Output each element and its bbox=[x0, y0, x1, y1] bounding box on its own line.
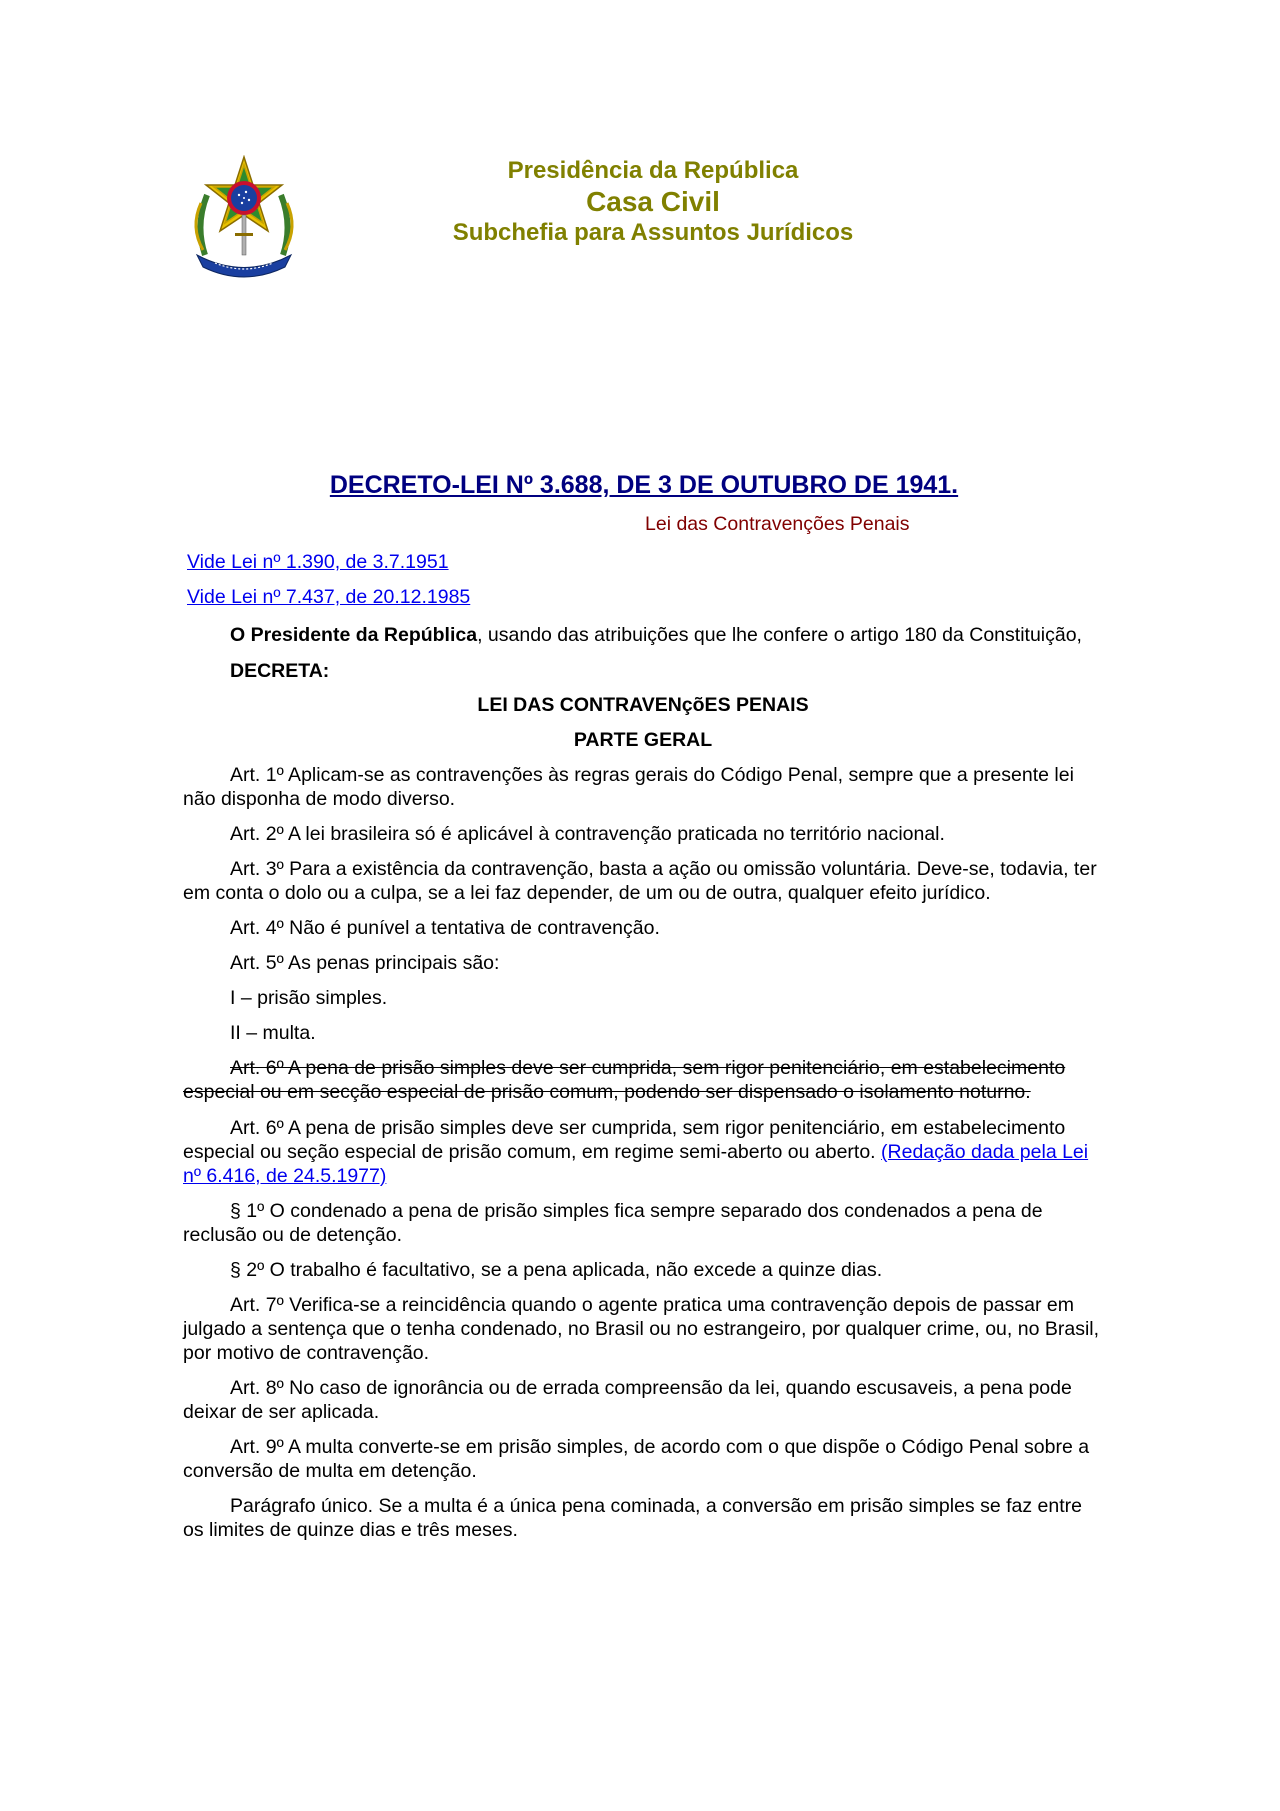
article-7: Art. 7º Verifica-se a reincidência quando o agente pratica uma contravenção depois de passar em julgado a sentença que o tenha condenado, no Brasil ou no estrangeiro, por qualquer crime, ou, no Brasil, por motivo de contravenção. bbox=[183, 1294, 1100, 1364]
article-2: Art. 2º A lei brasileira só é aplicável à contravenção praticada no território nacional. bbox=[230, 823, 945, 845]
article-5-item-ii: II – multa. bbox=[230, 1022, 316, 1044]
header-text bbox=[303, 155, 1003, 248]
vide-link-row bbox=[187, 585, 1103, 609]
law-title: LEI DAS CONTRAVENçõES PENAIS bbox=[477, 694, 809, 716]
preamble-text: , usando das atribuições que lhe confere o artigo 180 da Constituição, bbox=[477, 624, 1082, 646]
document-title: DECRETO-LEI Nº 3.688, DE 3 DE OUTUBRO DE 1941. bbox=[329, 471, 959, 499]
vide-link-7437[interactable]: Vide Lei nº 7.437, de 20.12.1985 bbox=[187, 586, 471, 608]
article-6-paragraph-1: § 1º O condenado a pena de prisão simples fica sempre separado dos condenados a pena de reclusão ou de detenção. bbox=[183, 1200, 1043, 1246]
page-header bbox=[185, 155, 1125, 285]
article-6-paragraph-2: § 2º O trabalho é facultativo, se a pena aplicada, não excede a quinze dias. bbox=[230, 1259, 883, 1281]
vide-link-row bbox=[187, 550, 1103, 574]
article-3: Art. 3º Para a existência da contravenção, basta a ação ou omissão voluntária. Deve-se, todavia, ter em conta o dolo ou a culpa, se a lei faz depender, de um ou de outra, qualquer efeito jurídico. bbox=[183, 858, 1097, 904]
article-6-text: Art. 6º A pena de prisão simples deve ser cumprida, sem rigor penitenciário, em estabelecimento especial ou seção especial de prisão comum, em regime semi-aberto ou aberto. bbox=[183, 1117, 1066, 1163]
header-presidencia: Presidência da República bbox=[507, 157, 799, 184]
document-subtitle: Lei das Contravenções Penais bbox=[645, 513, 910, 535]
article-6 bbox=[183, 1116, 1103, 1188]
preamble-subject: O Presidente da República bbox=[230, 624, 478, 646]
vide-link-1390[interactable]: Vide Lei nº 1.390, de 3.7.1951 bbox=[187, 551, 449, 573]
preamble bbox=[183, 623, 1103, 647]
article-8: Art. 8º No caso de ignorância ou de errada compreensão da lei, quando escusaveis, a pena pode deixar de ser aplicada. bbox=[183, 1377, 1072, 1423]
header-subchefia: Subchefia para Assuntos Jurídicos bbox=[452, 219, 854, 246]
article-1: Art. 1º Aplicam-se as contravenções às regras gerais do Código Penal, sempre que a presente lei não disponha de modo diverso. bbox=[183, 764, 1074, 810]
article-5: Art. 5º As penas principais são: bbox=[230, 952, 500, 974]
article-6-revoked: Art. 6º A pena de prisão simples deve ser cumprida, sem rigor penitenciário, em estabelecimento especial ou em secção especial de prisão comum, podendo ser dispensado o isolamento noturno. bbox=[183, 1057, 1066, 1103]
decreta-heading: DECRETA: bbox=[230, 660, 330, 682]
article-4: Art. 4º Não é punível a tentativa de contravenção. bbox=[230, 917, 660, 939]
article-5-item-i: I – prisão simples. bbox=[230, 987, 388, 1009]
document-body bbox=[183, 470, 1103, 1542]
article-6-amendment-link[interactable]: (Redação dada pela Lei nº 6.416, de 24.5.1977) bbox=[183, 1141, 1089, 1187]
brazil-coat-of-arms-icon bbox=[185, 155, 303, 285]
article-9-sole-paragraph: Parágrafo único. Se a multa é a única pena cominada, a conversão em prisão simples se faz entre os limites de quinze dias e três meses. bbox=[183, 1495, 1082, 1541]
header-casa-civil: Casa Civil bbox=[586, 186, 720, 217]
part-title: PARTE GERAL bbox=[573, 729, 713, 751]
article-9: Art. 9º A multa converte-se em prisão simples, de acordo com o que dispõe o Código Penal sobre a conversão de multa em detenção. bbox=[183, 1436, 1090, 1482]
